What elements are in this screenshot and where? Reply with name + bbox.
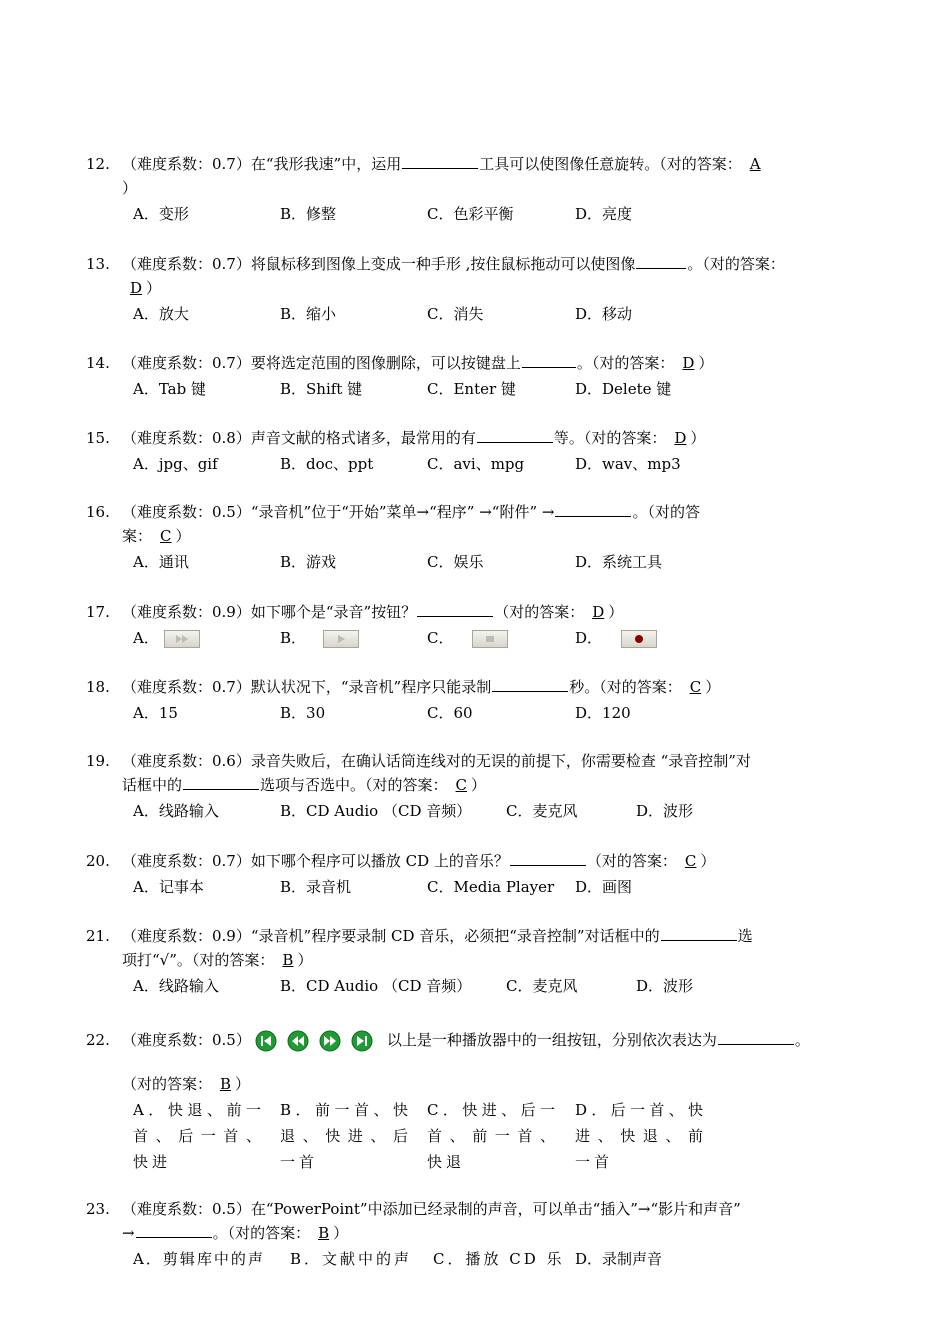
- option-b: B．游戏: [280, 553, 337, 571]
- question-number: 15.: [86, 429, 110, 447]
- question-stem: （难度系数：0.8）声音文献的格式诸多，最常用的有 等。（对的答案： D ）: [122, 429, 706, 447]
- answer: B: [220, 1075, 232, 1093]
- question-number: 16.: [86, 503, 110, 521]
- option-c: C．Enter 键: [427, 380, 516, 398]
- option-b: B．CD Audio （CD 音频）: [280, 977, 472, 995]
- option-c: C．娱乐: [427, 553, 484, 571]
- option-c: C．快进、后一首、前一首、快退: [427, 1101, 559, 1171]
- question-number: 18.: [86, 678, 110, 696]
- question-stem-cont: 项打“√”。（对的答案： B ）: [122, 951, 313, 969]
- answer: C: [455, 776, 468, 794]
- rewind-icon: [287, 1030, 309, 1052]
- option-c: C．消失: [427, 305, 484, 323]
- question-number: 12.: [86, 155, 110, 173]
- question-stem: （难度系数：0.9）如下哪个是“录音”按钮？ （对的答案： D ）: [122, 603, 624, 621]
- option-d: D．系统工具: [575, 553, 663, 571]
- option-b: B．录音机: [280, 878, 352, 896]
- question-stem-cont: → 。（对的答案： B ）: [122, 1224, 349, 1242]
- question-number: 13.: [86, 255, 110, 273]
- question-number: 19.: [86, 752, 110, 770]
- option-b: B．CD Audio （CD 音频）: [280, 802, 472, 820]
- option-b: B．修整: [280, 205, 337, 223]
- option-c: C．Media Player: [427, 878, 555, 896]
- question-stem: （难度系数：0.7）将鼠标移到图像上变成一种手形 ,按住鼠标拖动可以使图像 。（对的答案：: [122, 255, 785, 273]
- fast-forward-icon: [319, 1030, 341, 1052]
- option-b: B．30: [280, 704, 326, 722]
- option-b: B．前一首、快退、快进、后一首: [280, 1101, 412, 1171]
- question-number: 17.: [86, 603, 110, 621]
- record-icon: [621, 630, 657, 648]
- question-stem-cont: ）: [122, 179, 138, 197]
- question-stem-cont: 案： C ）: [122, 527, 191, 545]
- question-stem: （难度系数：0.7）默认状况下，“录音机”程序只能录制 秒。（对的答案： C ）: [122, 678, 721, 696]
- option-b: B．Shift 键: [280, 380, 363, 398]
- option-b: B．文献中的声: [290, 1250, 413, 1268]
- option-a: A．快退、前一首、后一首、快进: [133, 1101, 265, 1171]
- option-c: C．麦克风: [506, 802, 578, 820]
- option-c: C．avi、mpg: [427, 455, 525, 473]
- question-stem: （难度系数：0.6）录音失败后，在确认话筒连线对的无误的前提下，你需要检查 “录音控制”对: [122, 752, 751, 770]
- answer: D: [674, 429, 687, 447]
- next-track-icon: [351, 1030, 373, 1052]
- question-stem-cont: 话框中的 选项与否选中。（对的答案： C ）: [122, 776, 487, 794]
- option-a: A．jpg、gif: [133, 455, 218, 473]
- option-c: C．麦克风: [506, 977, 578, 995]
- play-icon: [323, 630, 359, 648]
- option-a: A．放大: [133, 305, 189, 323]
- answer: C: [689, 678, 702, 696]
- answer: B: [318, 1224, 330, 1242]
- option-d: D．移动: [575, 305, 633, 323]
- option-d: D．: [575, 626, 657, 650]
- answer: A: [749, 155, 761, 173]
- question-stem: （难度系数：0.5） 以上是一种播放器中的一组按钮，分别依次表达为 。: [122, 1028, 810, 1052]
- option-a: A．Tab 键: [133, 380, 206, 398]
- answer: D: [592, 603, 605, 621]
- question-stem: （难度系数：0.5）“录音机”位于“开始”菜单→“程序” →“附件” → 。（对的答: [122, 503, 700, 521]
- option-d: D．亮度: [575, 205, 633, 223]
- option-a: A．线路输入: [133, 802, 219, 820]
- option-c: C．60: [427, 704, 473, 722]
- question-number: 22.: [86, 1031, 110, 1049]
- option-d: D．录制声音: [575, 1250, 663, 1268]
- option-d: D．画图: [575, 878, 633, 896]
- option-a: A．剪辑库中的声: [133, 1250, 265, 1268]
- option-b: B．缩小: [280, 305, 337, 323]
- option-a: A．记事本: [133, 878, 204, 896]
- answer: D: [682, 354, 695, 372]
- option-d: D．波形: [636, 802, 694, 820]
- option-a: A．: [133, 626, 200, 650]
- question-number: 23.: [86, 1200, 110, 1218]
- question-stem: （难度系数：0.7）如下哪个程序可以播放 CD 上的音乐？ （对的答案： C ）: [122, 852, 716, 870]
- option-a: A．通讯: [133, 553, 189, 571]
- question-number: 14.: [86, 354, 110, 372]
- option-a: A．线路输入: [133, 977, 219, 995]
- question-stem: （难度系数：0.9）“录音机”程序要录制 CD 音乐，必须把“录音控制”对话框中的 选: [122, 927, 753, 945]
- answer: D: [130, 279, 143, 297]
- answer: C: [684, 852, 697, 870]
- option-d: D．wav、mp3: [575, 455, 681, 473]
- question-stem: （难度系数：0.5）在“PowerPoint”中添加已经录制的声音，可以单击“插入”→“影片和声音”: [122, 1200, 741, 1218]
- option-c: C．: [427, 626, 508, 650]
- option-b: B．: [280, 626, 359, 650]
- answer: C: [160, 527, 172, 545]
- question-number: 20.: [86, 852, 110, 870]
- option-a: A．15: [133, 704, 178, 722]
- option-b: B．doc、ppt: [280, 455, 374, 473]
- question-stem-cont: D ）: [122, 276, 161, 300]
- option-d: D．120: [575, 704, 631, 722]
- stop-icon: [472, 630, 508, 648]
- question-stem: （难度系数：0.7）要将选定范围的图像删除，可以按键盘上 。（对的答案： D ）: [122, 354, 714, 372]
- fast-forward-icon: [164, 630, 200, 648]
- option-a: A．变形: [133, 205, 189, 223]
- previous-track-icon: [255, 1030, 277, 1052]
- question-number: 21.: [86, 927, 110, 945]
- option-d: D．后一首、快进、快退、前一首: [575, 1101, 707, 1171]
- option-c: C．色彩平衡: [427, 205, 514, 223]
- option-d: D．波形: [636, 977, 694, 995]
- option-c: C．播放 CD 乐: [433, 1250, 565, 1268]
- answer: B: [282, 951, 294, 969]
- question-stem: （难度系数：0.7）在“我形我速”中，运用 工具可以使图像任意旋转。（对的答案： A: [122, 152, 765, 176]
- option-d: D．Delete 键: [575, 380, 672, 398]
- question-stem-cont: （对的答案： B ）: [122, 1075, 251, 1093]
